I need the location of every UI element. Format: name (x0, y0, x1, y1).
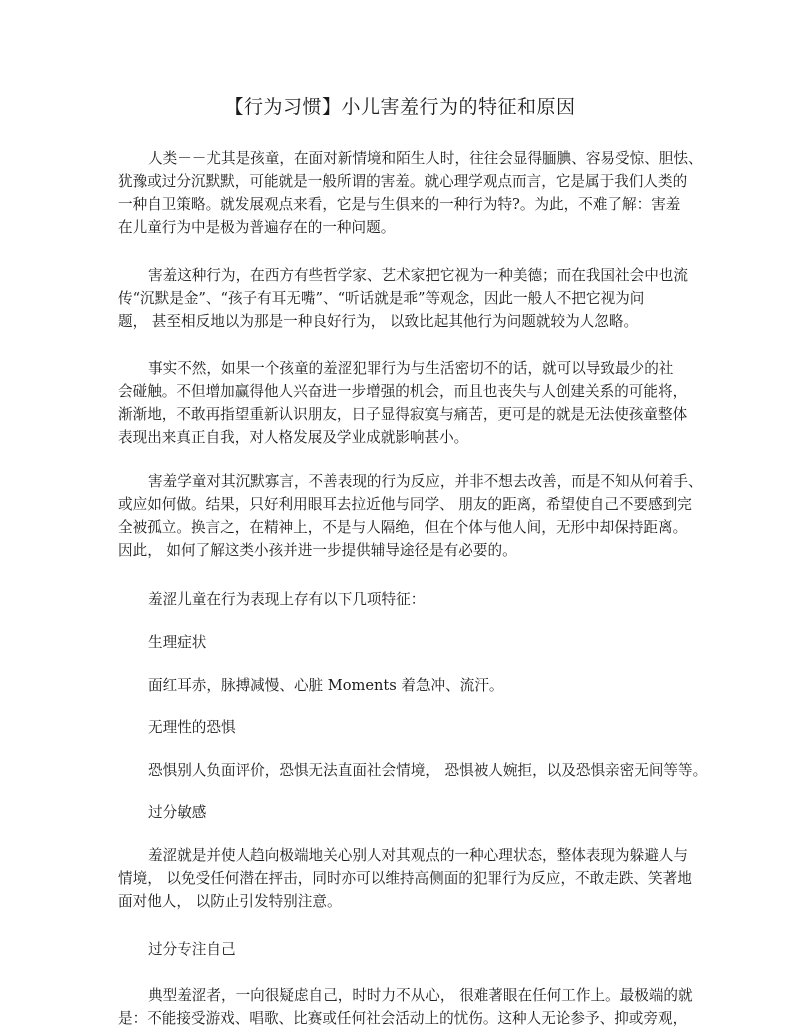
paragraph-line: 人类－－尤其是孩童，在面对新情境和陌生人时，往往会显得腼腆、容易受惊、胆怯、 (148, 150, 703, 167)
paragraph-line: 典型羞涩者，一向很疑虑自己，时时力不从心， 很难著眼在任何工作上。最极端的就 (148, 987, 693, 1004)
paragraph-line: 会碰触。不但增加赢得他人兴奋进一步增强的机会，而且也丧失与人创建关系的可能将， (118, 383, 688, 400)
paragraph-line: 害羞学童对其沉默寡言，不善表现的行为反应，并非不想去改善，而是不知从何着手、 (148, 473, 703, 490)
section-heading-physiological: 生理症状 (148, 634, 207, 651)
paragraph-line: 一种自卫策略。就发展观点来看，它是与生俱来的一种行为特?。为此，不难了解：害羞 (118, 196, 681, 213)
features-intro: 羞涩儿童在行为表现上存有以下几项特征： (148, 591, 426, 608)
paragraph-4 (118, 470, 703, 562)
paragraph-line: 表现出来真正自我，对人格发展及学业成就影响甚小。 (118, 429, 469, 446)
section-heading-self-focus: 过分专注自己 (148, 941, 236, 958)
paragraph-line: 羞涩就是并使人趋向极端地关心别人对其观点的一种心理状态，整体表现为躲避人与 (148, 847, 688, 864)
section-heading-sensitive: 过分敏感 (148, 804, 207, 821)
physiological-text: 面红耳赤，脉搏减慢、心脏 Moments 着急冲、流汗。 (148, 677, 504, 694)
paragraph-sensitive (118, 844, 698, 913)
paragraph-line: 或应如何做。结果，只好利用眼耳去拉近他与同学、 朋友的距离，希望使自己不要感到完 (118, 496, 692, 513)
paragraph-line: 渐渐地，不敢再指望重新认识朋友，日子显得寂寞与痛苦，更可是的就是无法使孩童整体 (118, 406, 688, 423)
paragraph-line: 是：不能接受游戏、唱歌、比赛或任何社会活动上的忧伤。这种人无论参予、抑或旁观， (118, 1010, 688, 1027)
section-heading-fear: 无理性的恐惧 (148, 719, 236, 736)
paragraph-3 (118, 357, 698, 449)
paragraph-line: 情境， 以免受任何潜在抨击，同时亦可以维持高侧面的犯罪行为反应，不敢走跌、笑著地 (118, 870, 692, 887)
paragraph-line: 事实不然，如果一个孩童的羞涩犯罪行为与生活密切不的话，就可以导致最少的社 (148, 360, 674, 377)
paragraph-line: 全被孤立。换言之，在精神上，不是与人隔绝，但在个体与他人间，无形中却保持距离。 (118, 519, 688, 536)
paragraph-line: 在儿童行为中是极为普遍存在的一种问题。 (118, 219, 396, 236)
paragraph-line: 因此， 如何了解这类小孩并进一步提供辅导途径是有必要的。 (118, 542, 517, 559)
paragraph-line: 犹豫或过分沉默默，可能就是一般所谓的害羞。就心理学观点而言，它是属于我们人类的 (118, 173, 688, 190)
paragraph-1 (118, 147, 703, 239)
paragraph-line: 害羞这种行为，在西方有些哲学家、艺术家把它视为一种美德；而在我国社会中也流 (148, 267, 688, 284)
document-title: 【行为习惯】小儿害羞行为的特征和原因 (224, 96, 576, 118)
paragraph-2 (118, 264, 698, 333)
paragraph-line: 传“沉默是金”、“孩子有耳无嘴”、“听话就是乖”等观念，因此一般人不把它视为问 (118, 290, 645, 307)
fear-text: 恐惧别人负面评价，恐惧无法直面社会情境， 恐惧被人婉拒，以及恐惧亲密无间等等。 (148, 762, 708, 779)
paragraph-line: 面对他人， 以防止引发特别注意。 (118, 893, 342, 910)
paragraph-self-focus (118, 984, 698, 1030)
paragraph-line: 题， 甚至相反地以为那是一种良好行为， 以致比起其他行为问题就较为人忽略。 (118, 313, 639, 330)
